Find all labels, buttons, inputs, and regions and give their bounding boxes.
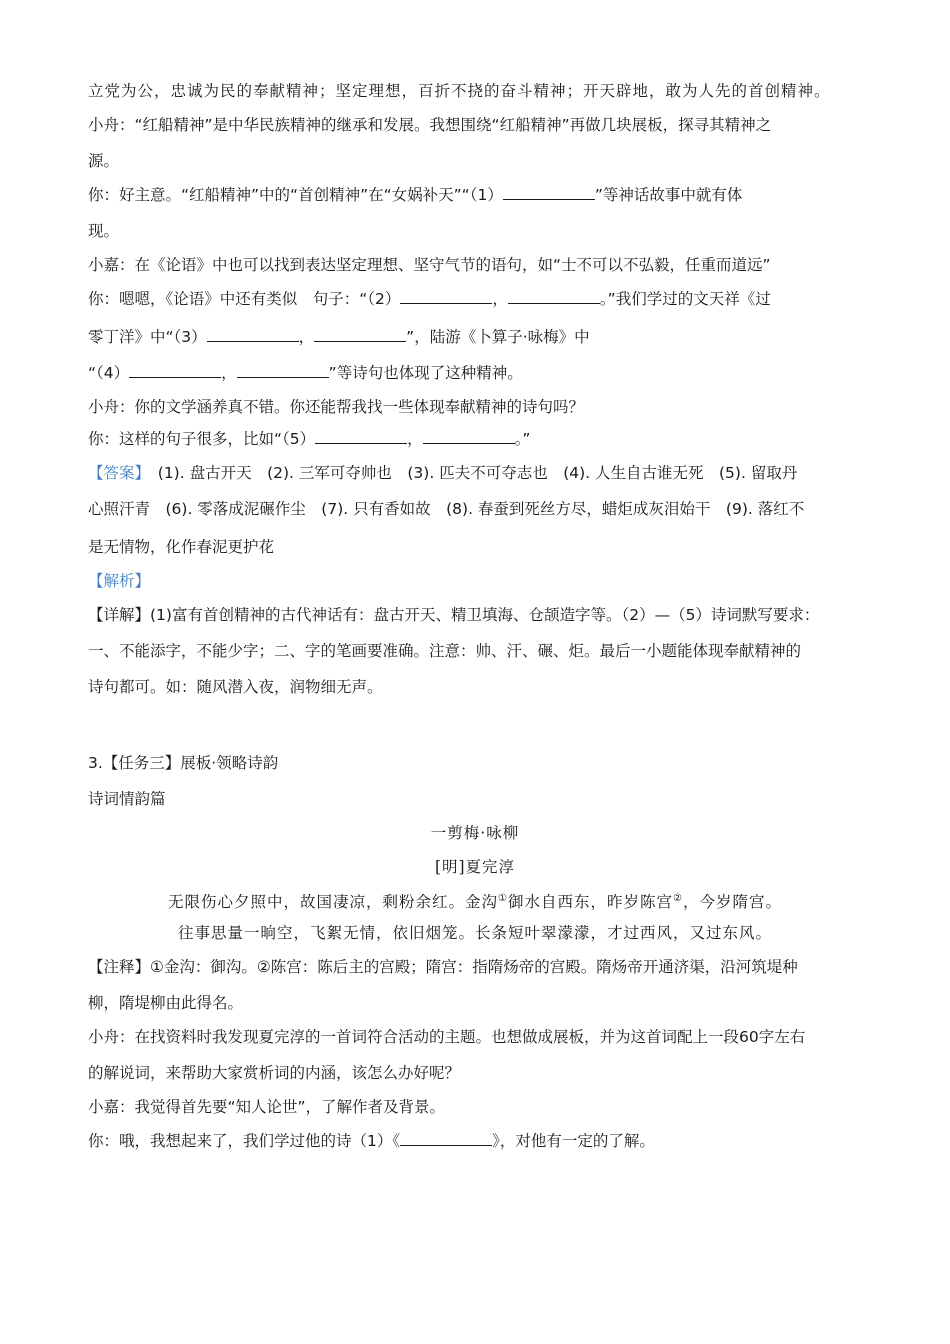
fill-blank-2b[interactable]	[508, 289, 600, 304]
poem-author: [明]夏完淳	[434, 858, 516, 876]
answer-line	[88, 462, 797, 484]
dialogue-line-with-blank	[88, 184, 742, 206]
fill-blank-5b[interactable]	[423, 429, 515, 444]
dialogue-line: 小嘉：在《论语》中也可以找到表达坚定理想、坚守气节的语句，如“士不可以不弘毅，任重而道远”	[88, 256, 771, 274]
text-segment: 》，对他有一定的了解。	[492, 1132, 655, 1150]
text-segment: ，	[298, 328, 315, 346]
answer-line: 是无情物，化作春泥更护花	[88, 538, 275, 556]
dialogue-line-with-blank	[88, 362, 523, 384]
dialogue-line: 现。	[88, 222, 120, 240]
analysis-tag: 【解析】	[88, 572, 151, 590]
text-segment: 你：好主意。“红船精神”中的“首创精神”在“女娲补天”“（1）	[88, 186, 503, 204]
text-segment: ，今岁隋宫。	[682, 893, 782, 912]
answer-text: (1). 盘古开天 (2). 三军可夺帅也 (3). 匹夫不可夺志也 (4). 人生自古谁无死 (5). 留取丹	[142, 464, 798, 482]
text-segment: 零丁洋》中“（3）	[88, 328, 207, 346]
section-title: 诗词情韵篇	[88, 790, 166, 808]
text-segment: 你：这样的句子很多，比如“（5）	[88, 430, 316, 448]
task-heading: 3.【任务三】展板·领略诗韵	[88, 754, 279, 772]
text-segment: 你：嗯嗯，《论语》中还有类似 句子：“（2）	[88, 290, 401, 308]
intro-line: 立党为公，忠诚为民的奉献精神；坚定理想，百折不挠的奋斗精神；开天辟地，敢为人先的首创精神。	[88, 82, 831, 100]
dialogue-line-with-blank	[88, 428, 530, 450]
text-segment: “（4）	[88, 364, 130, 382]
dialogue-line: 小嘉：我觉得首先要“知人论世”，了解作者及背景。	[88, 1098, 446, 1116]
fill-blank-poem-title[interactable]	[400, 1131, 492, 1146]
text-segment: 。”	[514, 430, 531, 448]
fill-blank-4b[interactable]	[237, 363, 329, 378]
poem-line	[0, 888, 950, 913]
dialogue-line: 的解说词，来帮助大家赏析词的内涵，该怎么办好呢？	[88, 1064, 461, 1082]
text-segment: ”等诗句也体现了这种精神。	[328, 364, 523, 382]
text-segment: ，	[407, 430, 423, 448]
fill-blank-4a[interactable]	[129, 363, 221, 378]
dialogue-line: 源。	[88, 152, 120, 170]
text-segment: ，	[221, 364, 237, 382]
text-segment: ，	[492, 290, 508, 308]
fill-blank-1[interactable]	[503, 185, 595, 200]
text-segment: ”，陆游《卜算子·咏梅》中	[406, 328, 590, 346]
dialogue-line: 小舟：在找资料时我发现夏完淳的一首词符合活动的主题。也想做成展板，并为这首词配上一段60字左右	[88, 1028, 806, 1046]
fill-blank-5a[interactable]	[315, 429, 407, 444]
explanation-line: 诗句都可。如：随风潜入夜，润物细无声。	[88, 678, 383, 696]
poem-line: 往事思量一晌空，飞絮无情，依旧烟笼。长条短叶翠濛濛，才过西风，又过东风。	[177, 924, 772, 942]
explanation-line: 一、不能添字，不能少字；二、字的笔画要准确。注意：帅、汗、碾、炬。最后一小题能体现奉献精神的	[88, 642, 802, 660]
explanation-line: 【详解】(1)富有首创精神的古代神话有：盘古开天、精卫填海、仓颉造字等。（2）—（5）诗词默写要求：	[88, 606, 820, 624]
dialogue-line: 小舟：你的文学涵养真不错。你还能帮我找一些体现奉献精神的诗句吗？	[88, 398, 585, 416]
text-segment: 。”我们学过的文天祥《过	[599, 290, 771, 308]
answer-line: 心照汗青 (6). 零落成泥碾作尘 (7). 只有香如故 (8). 春蚕到死丝方尽，蜡炬成灰泪始干 (9). 落红不	[88, 500, 805, 518]
text-segment: 无限伤心夕照中，故国凄凉，剩粉余红。金沟	[168, 893, 499, 912]
text-segment: 御水自西东，昨岁陈宫	[507, 893, 673, 912]
footnote-marker: ①	[498, 893, 508, 904]
answer-tag: 【答案】	[88, 464, 143, 482]
footnote-marker: ②	[673, 893, 683, 904]
dialogue-line: 小舟：“红船精神”是中华民族精神的继承和发展。我想围绕“红船精神”再做几块展板，探寻其精神之	[88, 116, 772, 134]
annotation-line: 【注释】①金沟：御沟。②陈宫：陈后主的宫殿；隋宫：指隋炀帝的宫殿。隋炀帝开通济渠，沿河筑堤种	[88, 958, 798, 976]
text-segment: 你：哦，我想起来了，我们学过他的诗（1）《	[88, 1132, 401, 1150]
dialogue-line-with-blank	[88, 326, 590, 348]
fill-blank-3a[interactable]	[207, 327, 299, 342]
fill-blank-2a[interactable]	[400, 289, 492, 304]
text-segment: ”等神话故事中就有体	[594, 186, 743, 204]
annotation-line: 柳，隋堤柳由此得名。	[88, 994, 244, 1012]
poem-title: 一剪梅·咏柳	[430, 824, 520, 842]
fill-blank-3b[interactable]	[314, 327, 406, 342]
dialogue-line-with-blank	[88, 288, 771, 310]
dialogue-line-with-blank	[88, 1130, 655, 1152]
